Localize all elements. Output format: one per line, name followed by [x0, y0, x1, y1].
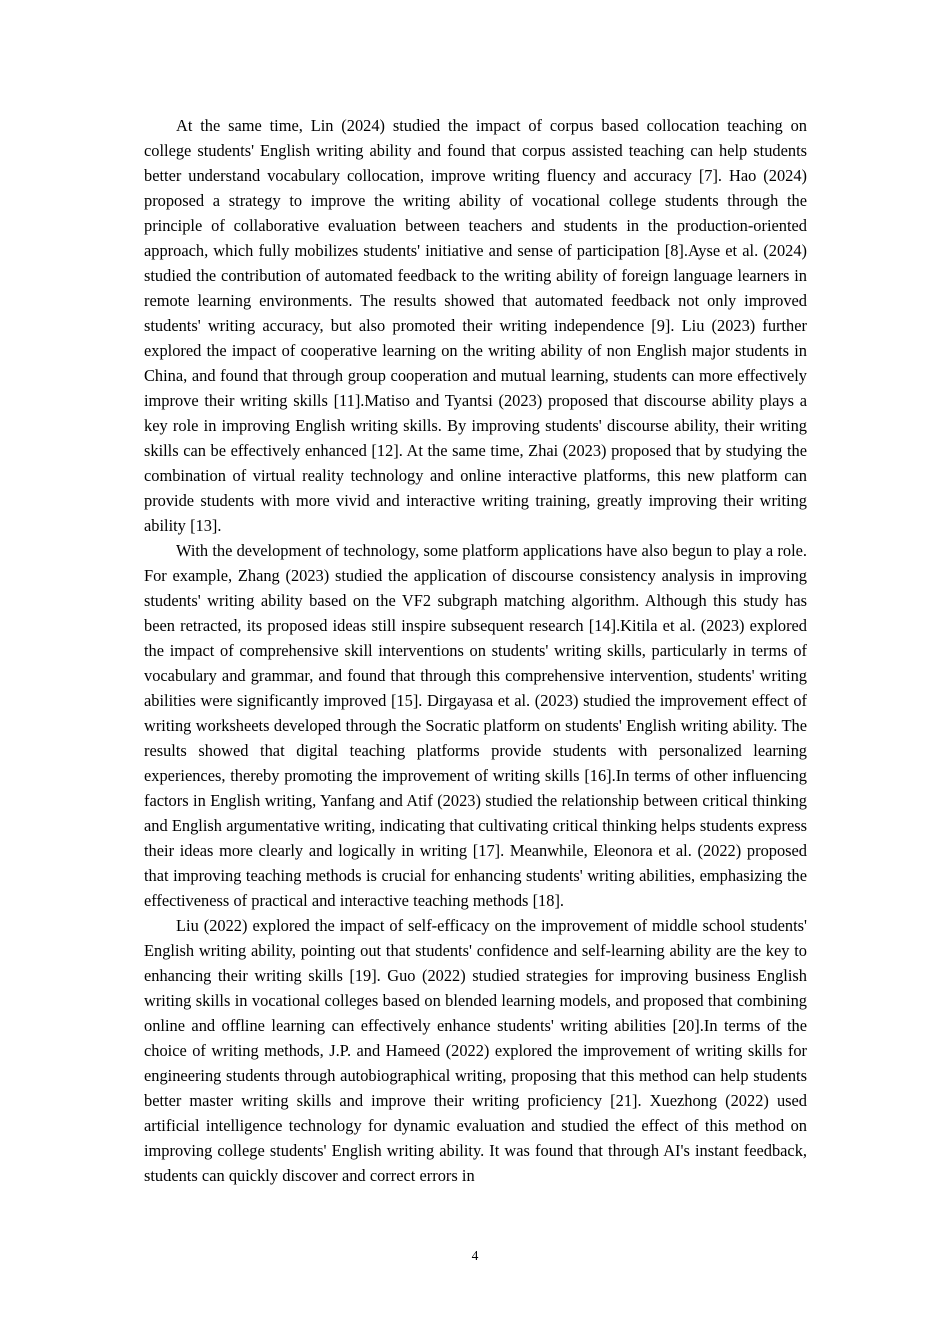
body-paragraph-2: With the development of technology, some platform applications have also begun to play a role. For example, Zhang (2023) studied the application of discourse consistency analysis in improving students' writing ability based on the VF2 subgraph matching algorithm. Although this study has been retracted, its proposed ideas still inspire subsequent research [14].Kitila et al. (2023) explored the impact of comprehensive skill interventions on students' writing skills, particularly in terms of vocabulary and grammar, and found that through this comprehensive intervention, students' writing abilities were significantly improved [15]. Dirgayasa et al. (2023) studied the improvement effect of writing worksheets developed through the Socratic platform on students' English writing ability. The results showed that digital teaching platforms provide students with personalized learning experiences, thereby promoting the improvement of writing skills [16].In terms of other influencing factors in English writing, Yanfang and Atif (2023) studied the relationship between critical thinking and English argumentative writing, indicating that cultivating critical thinking helps students express their ideas more clearly and logically in writing [17]. Meanwhile, Eleonora et al. (2022) proposed that improving teaching methods is crucial for enhancing students' writing abilities, emphasizing the effectiveness of practical and interactive teaching methods [18].	[144, 541, 807, 910]
body-paragraph-3: Liu (2022) explored the impact of self-efficacy on the improvement of middle school students' English writing ability, pointing out that students' confidence and self-learning ability are the key to enhancing their writing skills [19]. Guo (2022) studied strategies for improving business English writing skills in vocational colleges based on blended learning models, and proposed that combining online and offline learning can effectively enhance students' writing abilities [20].In terms of the choice of writing methods, J.P. and Hameed (2022) explored the improvement of writing skills for engineering students through autobiographical writing, proposing that this method can help students better master writing skills and improve their writing proficiency [21]. Xuezhong (2022) used artificial intelligence technology for dynamic evaluation and studied the effect of this method on improving college students' English writing ability. It was found that through AI's instant feedback, students can quickly discover and correct errors in	[144, 916, 807, 1185]
page-number: 4	[471, 1248, 479, 1263]
page-body-text	[144, 113, 807, 1188]
body-paragraph-1: At the same time, Lin (2024) studied the impact of corpus based collocation teaching on college students' English writing ability and found that corpus assisted teaching can help students better understand vocabulary collocation, improve writing fluency and accuracy [7]. Hao (2024) proposed a strategy to improve the writing ability of vocational college students through the principle of collaborative evaluation between teachers and students in the production-oriented approach, which fully mobilizes students' initiative and sense of participation [8].Ayse et al. (2024) studied the contribution of automated feedback to the writing ability of foreign language learners in remote learning environments. The results showed that automated feedback not only improved students' writing accuracy, but also promoted their writing independence [9]. Liu (2023) further explored the impact of cooperative learning on the writing ability of non English major students in China, and found that through group cooperation and mutual learning, students can more effectively improve their writing skills [11].Matiso and Tyantsi (2023) proposed that discourse ability plays a key role in improving English writing skills. By improving students' discourse ability, their writing skills can be effectively enhanced [12]. At the same time, Zhai (2023) proposed that by studying the combination of virtual reality technology and online interactive platforms, this new platform can provide students with more vivid and interactive writing training, greatly improving their writing ability [13].	[144, 116, 807, 535]
